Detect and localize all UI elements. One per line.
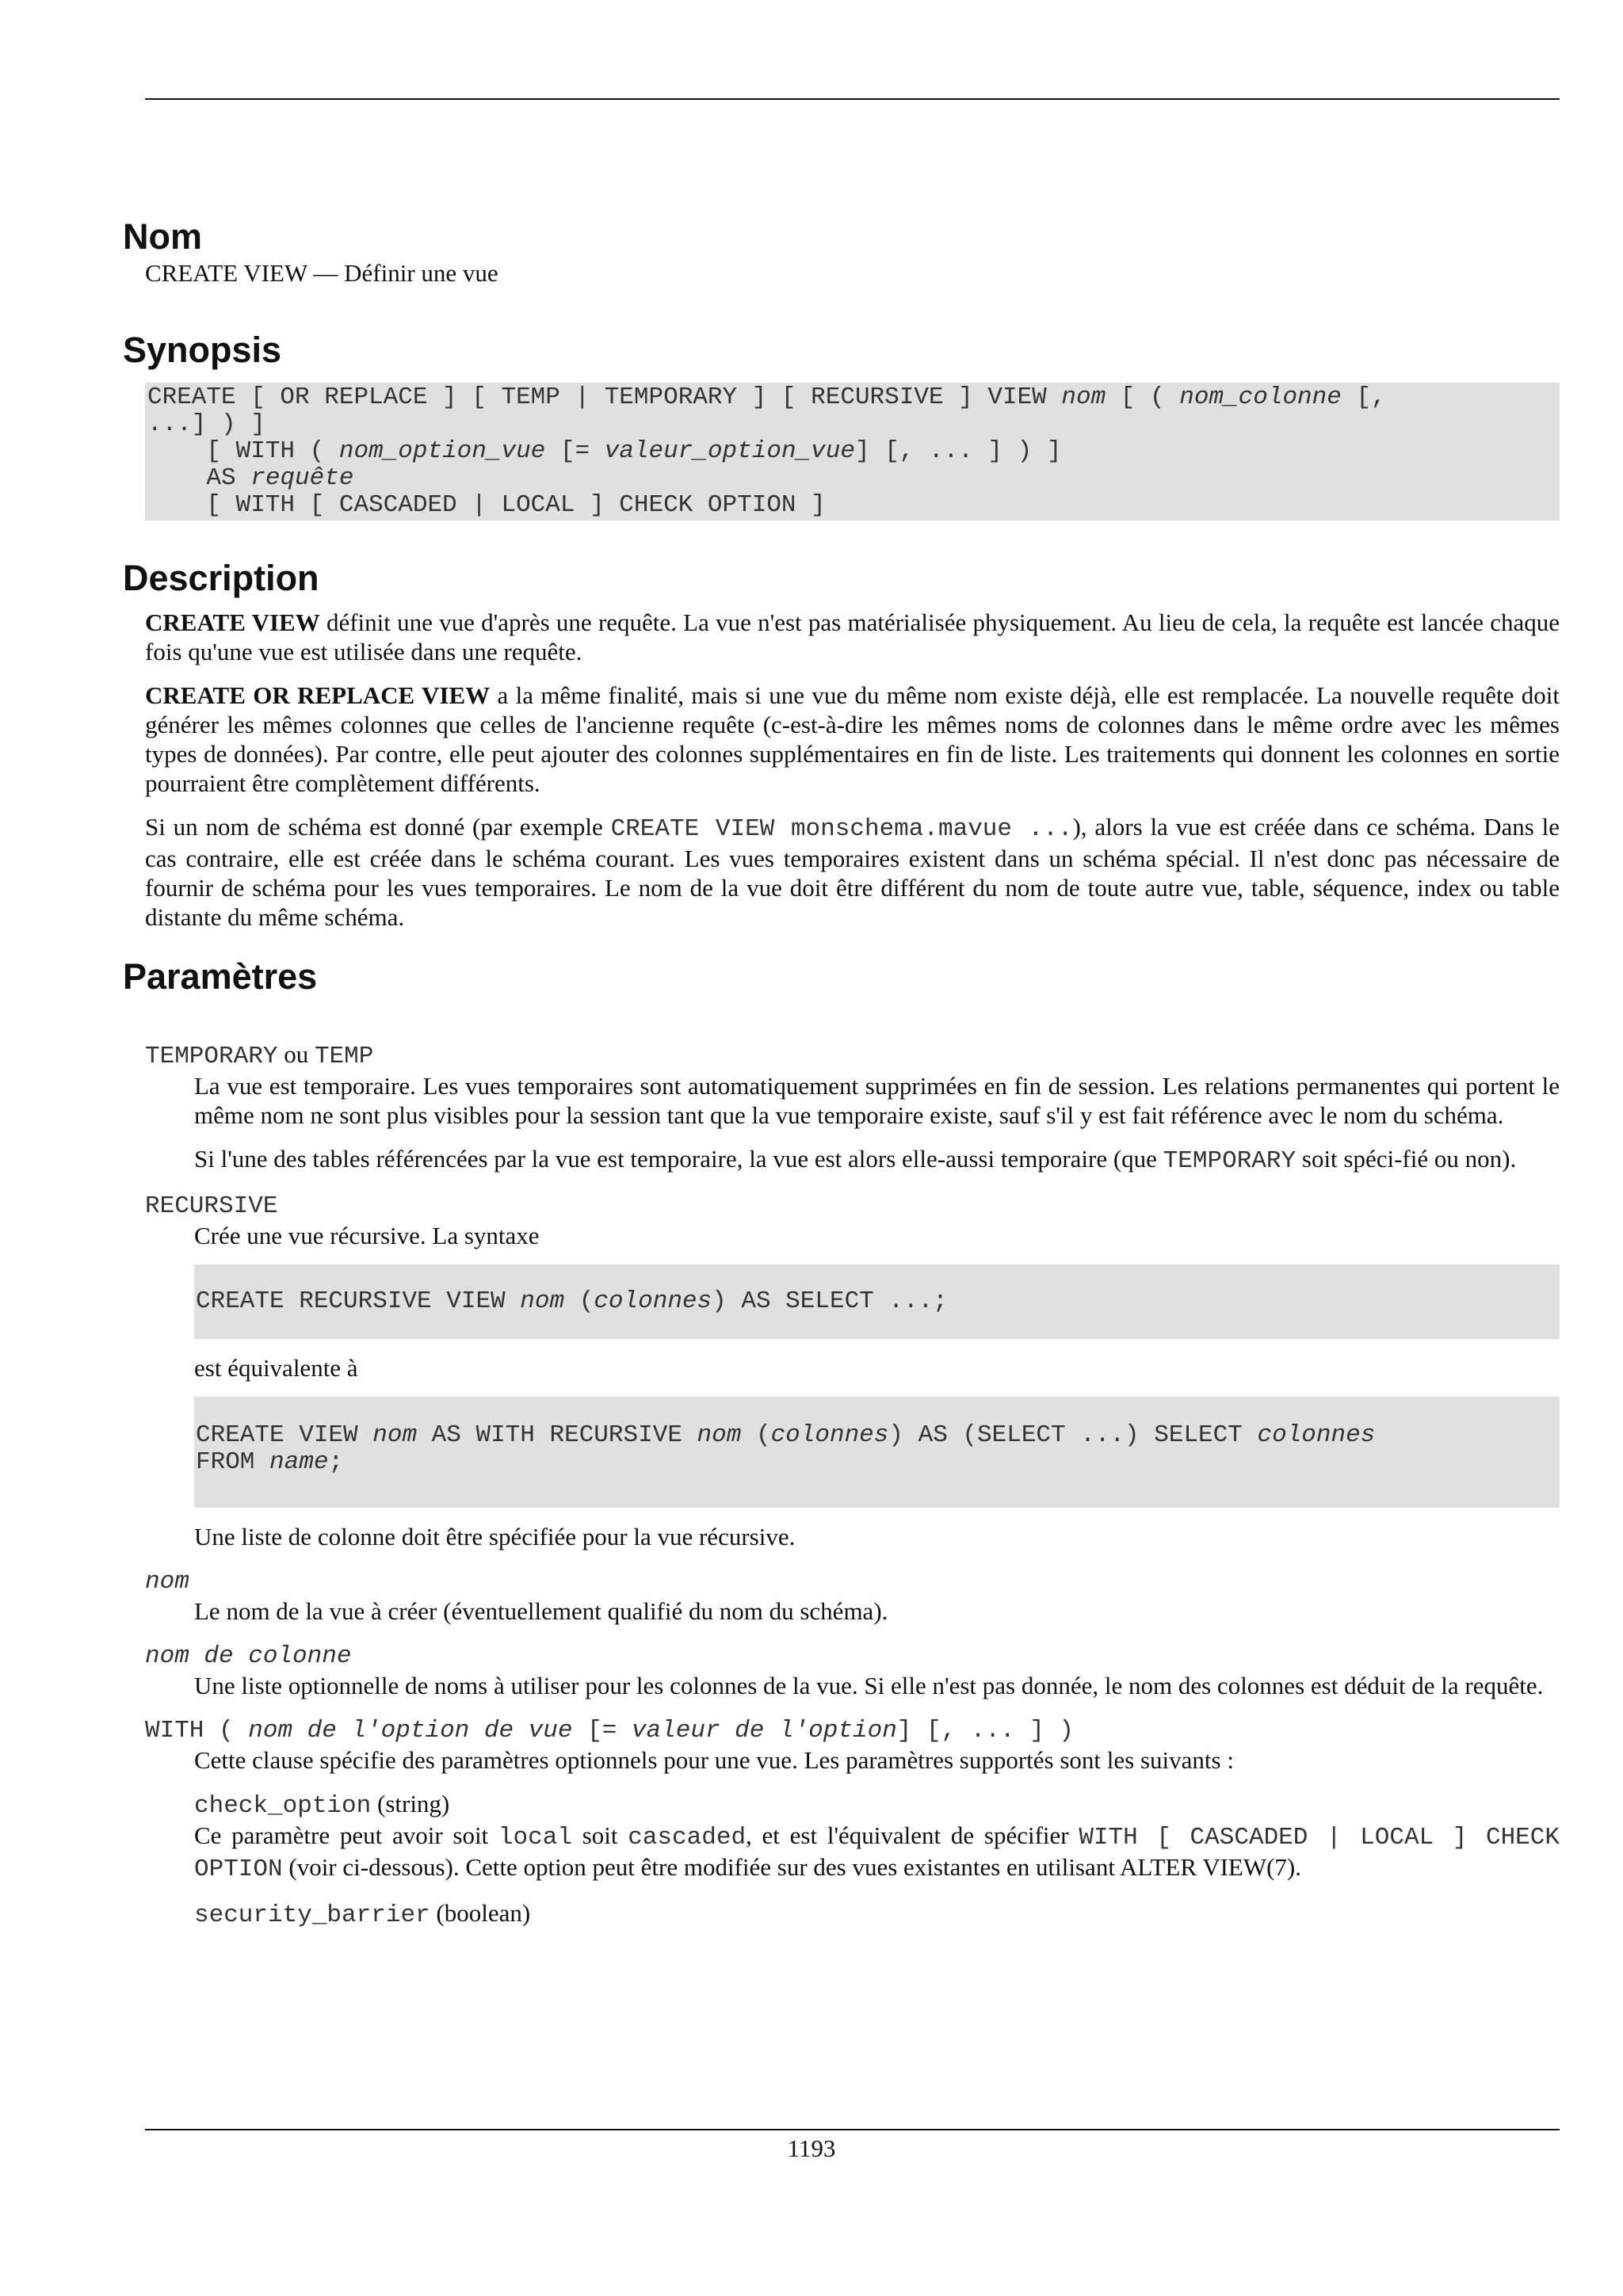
code-text: [= — [572, 1717, 632, 1745]
code-text: FROM — [196, 1448, 270, 1476]
footer-rule — [145, 2129, 1560, 2130]
code-text: CREATE VIEW — [196, 1421, 373, 1449]
paragraph-text: Une liste optionnelle de noms à utiliser pour les colonnes de la vue. Si elle n'est pas donnée, le nom des colonnes est déduit de la requête. — [194, 1672, 1544, 1699]
section-heading-synopsis: Synopsis — [123, 330, 282, 370]
code-placeholder: nom — [697, 1421, 742, 1449]
term-text: ou — [277, 1040, 315, 1068]
code-placeholder: colonnes — [770, 1421, 889, 1449]
subparam-security-barrier — [194, 1898, 1560, 1930]
code-text: TEMPORARY — [145, 1043, 278, 1070]
param-term-nom — [145, 1567, 1560, 1596]
param-term-nom-colonne — [145, 1642, 1560, 1671]
description-paragraph — [145, 812, 1560, 932]
code-text: CREATE RECURSIVE VIEW — [196, 1287, 521, 1315]
code-placeholder: nom — [372, 1421, 418, 1449]
param-term-with — [145, 1716, 1560, 1745]
paragraph-text: soit spéci-fié ou non). — [1296, 1145, 1517, 1173]
code-text: AS WITH RECURSIVE — [417, 1421, 697, 1449]
code-text: ( — [741, 1421, 771, 1449]
code-text: ...] ) ] — [147, 410, 265, 438]
code-placeholder: colonnes — [1257, 1421, 1376, 1449]
code-text: ] [, ... ] ) ] — [854, 437, 1062, 465]
code-placeholder: nom — [520, 1287, 565, 1315]
code-text: ( — [564, 1287, 594, 1315]
paragraph-text: Si un nom de schéma est donné (par exemple — [145, 813, 611, 841]
param-def-recursive — [194, 1221, 1560, 1551]
code-placeholder: nom_option_vue — [338, 437, 546, 465]
code-text: check_option — [194, 1792, 372, 1820]
paragraph-text: soit — [571, 1821, 628, 1849]
code-text: security_barrier — [194, 1901, 430, 1929]
code-placeholder: nom de colonne — [145, 1642, 352, 1670]
section-description — [123, 557, 1560, 932]
code-text: ] [, ... ] ) — [896, 1717, 1075, 1745]
page-content — [123, 215, 1560, 1930]
code-text: WITH ( — [145, 1717, 249, 1745]
code-placeholder: nom de l'option de vue — [248, 1717, 573, 1745]
subparam-term — [194, 1898, 1560, 1930]
description-paragraph — [145, 681, 1560, 798]
inline-code: cascaded — [628, 1824, 747, 1852]
param-def-nom-colonne — [194, 1671, 1560, 1700]
subparam-check-option — [194, 1789, 1560, 1884]
paragraph-text: La vue est temporaire. Les vues temporaires sont automatiquement supprimées en fin de session. Les relations permanentes qui portent le même nom ne sont plus visibles pour la session tant que la vue temporaire existe, sauf s'il y est fait référence avec le nom du schéma. — [194, 1072, 1560, 1129]
refname-purpose: CREATE VIEW — Définir une vue — [145, 259, 498, 287]
command-name: CREATE VIEW — [145, 608, 320, 636]
code-text: [= — [545, 437, 605, 465]
command-name: CREATE OR REPLACE VIEW — [145, 681, 491, 709]
code-placeholder: colonnes — [594, 1287, 712, 1315]
description-paragraph — [145, 608, 1560, 666]
paragraph-text: ), alors la vue est créée dans ce schéma. Dans le cas contraire, elle est créée dans le schéma courant. Les vues temporaires existent dans un schéma spécial. Il n'est donc pas nécessaire de fournir de schéma pour les vues temporaires. Le nom de la vue doit être différent du nom de toute autre vue, table, séquence, index ou table distante du même schéma. — [145, 813, 1560, 931]
paragraph-text: Cette clause spécifie des paramètres optionnels pour une vue. Les paramètres supportés sont les suivants : — [194, 1746, 1234, 1774]
code-placeholder: valeur de l'option — [631, 1717, 897, 1745]
code-text: ) AS SELECT ...; — [712, 1287, 948, 1315]
term-type: (boolean) — [430, 1899, 531, 1927]
paragraph-text: définit une vue d'après une requête. La vue n'est pas matérialisée physiquement. Au lieu de cela, la requête est lancée chaque fois qu'une vue est utilisée dans une requête. — [145, 608, 1560, 666]
synopsis-code — [145, 383, 1560, 521]
paragraph-text: Une liste de colonne doit être spécifiée pour la vue récursive. — [194, 1523, 796, 1550]
paragraph-text: Crée une vue récursive. La syntaxe — [194, 1222, 540, 1249]
paragraph-text: (voir ci-dessous). Cette option peut être modifiée sur des vues existantes en utilisant ALTER VIEW(7). — [282, 1853, 1301, 1881]
code-text: TEMP — [314, 1043, 374, 1070]
header-rule — [145, 98, 1560, 100]
code-placeholder: nom — [1061, 383, 1106, 411]
param-def-with — [194, 1745, 1560, 1930]
page-number: 1193 — [787, 2134, 836, 2162]
section-heading-description: Description — [123, 558, 319, 598]
code-text: [, — [1341, 383, 1386, 411]
subparam-description — [194, 1821, 1560, 1884]
paragraph — [194, 1144, 1560, 1176]
code-text: [ ( — [1106, 383, 1180, 411]
code-text: [ WITH [ CASCADED | LOCAL ] CHECK OPTION ] — [147, 491, 826, 519]
code-example-equivalent — [194, 1397, 1560, 1508]
param-def-temporary — [194, 1071, 1560, 1176]
param-def-nom — [194, 1596, 1560, 1626]
paragraph-text: a la même finalité, mais si une vue du même nom existe déjà, elle est remplacée. La nouvelle requête doit générer les mêmes colonnes que celles de l'ancienne requête (c-est-à-dire les mêmes noms de colonnes dans le même ordre avec les mêmes types de données). Par contre, elle peut ajouter des colonnes supplémentaires en fin de liste. Les traitements qui donnent les colonnes en sortie pourraient être complètement différents. — [145, 681, 1560, 797]
code-example-recursive — [194, 1264, 1560, 1339]
section-nom — [123, 215, 1560, 288]
code-placeholder: nom_colonne — [1179, 383, 1342, 411]
section-parametres — [123, 955, 1560, 1930]
subparam-term — [194, 1789, 1560, 1821]
description-body — [145, 608, 1560, 932]
paragraph-text: , et est l'équivalent de spécifier — [746, 1821, 1079, 1849]
code-text: ) AS (SELECT ...) SELECT — [888, 1421, 1258, 1449]
param-term-recursive: RECURSIVE — [145, 1192, 278, 1220]
paragraph-text: Le nom de la vue à créer (éventuellement qualifié du nom du schéma). — [194, 1597, 888, 1625]
code-text: CREATE [ OR REPLACE ] [ TEMP | TEMPORARY ] [ RECURSIVE ] VIEW — [147, 383, 1062, 411]
code-placeholder: requête — [250, 464, 354, 492]
code-placeholder: nom — [145, 1568, 189, 1596]
inline-code: WITH [ CASCADED | LOCAL ] CHECK OPTION — [194, 1824, 1560, 1883]
paragraph-text: est équivalente à — [194, 1354, 358, 1382]
inline-code: CREATE VIEW monschema.mavue ... — [610, 815, 1073, 843]
section-heading-nom: Nom — [123, 216, 202, 257]
code-placeholder: name — [269, 1448, 329, 1476]
paragraph-text: Ce paramètre peut avoir soit — [194, 1821, 498, 1849]
code-text: ; — [328, 1448, 344, 1476]
code-placeholder: valeur_option_vue — [604, 437, 855, 465]
section-heading-parametres: Paramètres — [123, 956, 318, 997]
paragraph-text: Si l'une des tables référencées par la vue est temporaire, la vue est alors elle-aussi temporaire (que — [194, 1145, 1163, 1173]
inline-code: local — [498, 1824, 572, 1852]
inline-code: TEMPORARY — [1163, 1147, 1296, 1175]
code-text: [ WITH ( — [147, 437, 339, 465]
section-synopsis — [123, 329, 1560, 521]
code-text: AS — [147, 464, 251, 492]
param-term-temporary — [145, 1039, 1560, 1071]
term-type: (string) — [371, 1790, 450, 1817]
